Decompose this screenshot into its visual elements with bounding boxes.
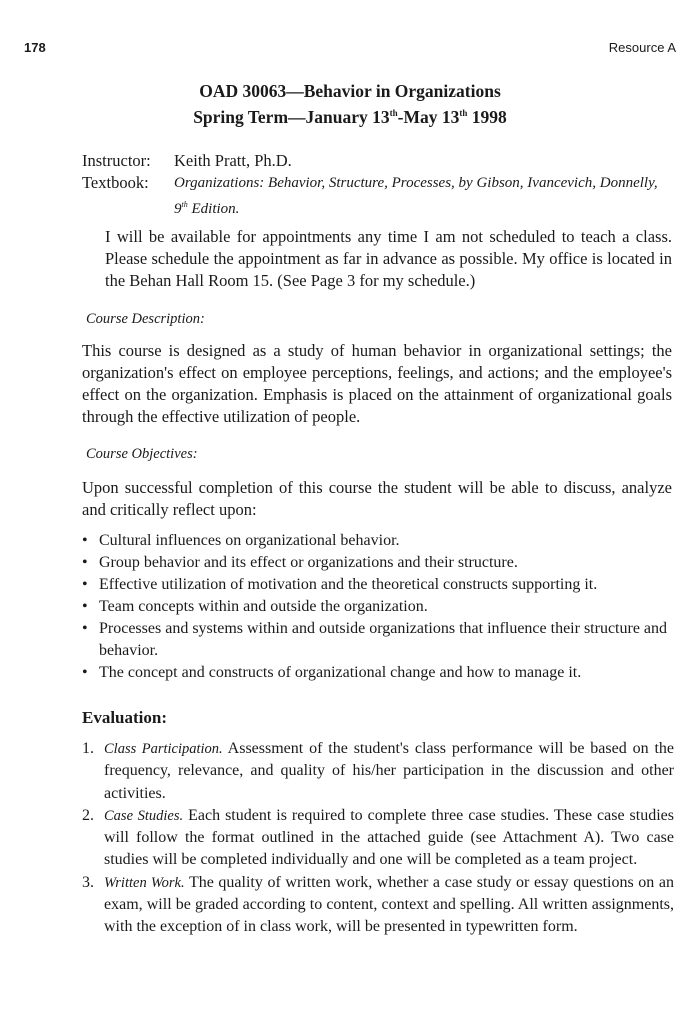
list-item (82, 872, 674, 939)
list-item: • The concept and constructs of organizational change and how to manage it. (82, 662, 674, 684)
list-item: • Team concepts within and outside the organization. (82, 596, 674, 618)
availability-paragraph: I will be available for appointments any time I am not scheduled to teach a class. Please schedule the appointment as far in advance as possible. My office is located in the Behan Hall Room 15. (See Page 3 for my schedule.) (105, 227, 672, 290)
item-text: Each student is required to complete three case studies. These case studies will follow the format outlined in the attached guide (see Attachment A). Two case studies will be completed individually and one will be completed as a team project. (104, 806, 674, 869)
instructor-name: Keith Pratt, Ph.D. (174, 151, 292, 170)
item-lead: Case Studies. (104, 807, 184, 824)
course-description-label: Course Description: (86, 311, 205, 327)
course-title-line1: OAD 30063—Behavior in Organizations (199, 81, 501, 101)
instructor-row (82, 150, 672, 172)
textbook-value: Organizations: Behavior, Structure, Processes, by Gibson, Ivancevich, Donnelly, 9th Edition. (174, 175, 658, 217)
course-title (0, 80, 700, 128)
item-lead: Class Participation. (104, 741, 223, 757)
item-lead: Written Work. (104, 874, 185, 891)
list-item (82, 805, 674, 872)
list-item: • Processes and systems within and outside organizations that influence their structure and behavior. (82, 618, 674, 662)
textbook-label: Textbook: (82, 173, 149, 192)
course-term-line: Spring Term—January 13th-May 13th 1998 (193, 106, 507, 127)
running-head: Resource A (608, 40, 676, 55)
list-item (82, 738, 674, 805)
list-item: • Group behavior and its effect or organizations and their structure. (82, 552, 674, 574)
list-item: • Cultural influences on organizational behavior. (82, 530, 674, 552)
evaluation-list (82, 738, 674, 939)
objectives-list (82, 530, 674, 684)
page-header (24, 40, 676, 60)
item-number: 3. (82, 873, 94, 891)
course-objectives-label: Course Objectives: (86, 446, 198, 462)
item-text: Assessment of the student's class performance will be based on the frequency, relevance, and quality of his/her participation in the discussion and other activities. (104, 740, 674, 802)
page-number: 178 (24, 40, 46, 55)
item-number: 2. (82, 806, 94, 824)
list-item: • Effective utilization of motivation and the theoretical constructs supporting it. (82, 574, 674, 596)
item-text: The quality of written work, whether a case study or essay questions on an exam, will be graded according to content, context and spelling. All written assignments, with the exception of in class work, will be presented in typewritten form. (104, 873, 674, 936)
item-number: 1. (82, 740, 94, 757)
course-description-text: This course is designed as a study of human behavior in organizational settings; the organization's effect on employee perceptions, feelings, and actions; and the employee's effect on the organization. Emphasis is placed on the attainment of organizational goals through the effective utilization of people. (82, 341, 672, 426)
course-objectives-intro: Upon successful completion of this course the student will be able to discuss, analyze and critically reflect upon: (82, 478, 672, 519)
evaluation-heading: Evaluation: (82, 708, 168, 727)
textbook-row (82, 172, 672, 216)
instructor-label: Instructor: (82, 151, 151, 170)
